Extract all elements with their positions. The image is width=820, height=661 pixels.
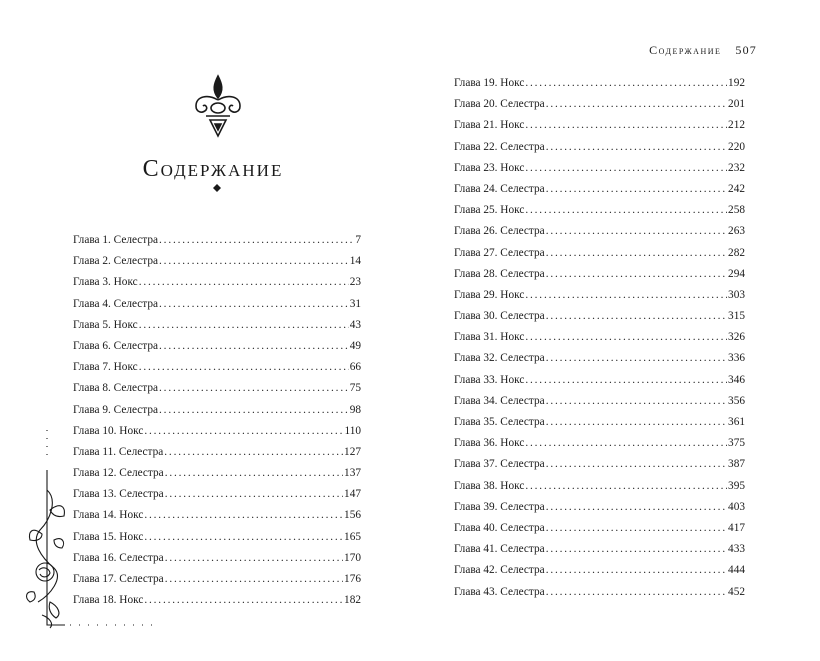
toc-entry-page: 361 <box>728 416 745 428</box>
dot-leader <box>525 433 727 454</box>
toc-entry <box>454 243 745 264</box>
dot-leader <box>159 336 349 357</box>
dot-leader <box>159 378 349 399</box>
toc-entry-page: 49 <box>349 339 361 352</box>
toc-entry-page: 294 <box>728 267 745 280</box>
toc-entry <box>454 327 745 348</box>
dot-leader <box>546 454 727 475</box>
toc-entry-label: Глава 36. Нокс <box>454 437 525 450</box>
dot-leader <box>546 94 727 115</box>
toc-entry-page: 315 <box>728 310 745 323</box>
toc-entry-label: Глава 35. Селестра <box>454 416 545 428</box>
running-head-title: Содержание <box>649 43 722 57</box>
toc-entry <box>454 115 745 136</box>
toc-entry-page: 43 <box>349 318 361 331</box>
toc-entry-label: Глава 26. Селестра <box>454 225 545 238</box>
toc-entry-label: Глава 42. Селестра <box>454 564 545 577</box>
toc-entry-label: Глава 12. Селестра <box>73 467 164 480</box>
dot-leader <box>546 560 727 581</box>
toc-entry <box>73 315 361 336</box>
dot-leader <box>546 137 727 158</box>
toc-entry-label: Глава 20. Селестра <box>454 98 545 111</box>
toc-entry-page: 66 <box>349 361 361 374</box>
toc-entry-label: Глава 5. Нокс <box>73 318 138 331</box>
toc-entry <box>454 137 745 158</box>
dot-leader <box>546 539 727 560</box>
toc-entry-label: Глава 17. Селестра <box>73 573 164 585</box>
toc-entry <box>454 454 745 475</box>
dot-leader <box>165 569 343 590</box>
toc-entry-label: Глава 27. Селестра <box>454 246 545 259</box>
toc-entry-page: 156 <box>344 509 361 522</box>
toc-entry-label: Глава 6. Селестра <box>73 339 159 352</box>
toc-entry <box>454 412 745 433</box>
toc-entry-page: 147 <box>344 488 361 501</box>
toc-entry <box>73 294 361 315</box>
toc-entry-page: 31 <box>349 297 361 310</box>
toc-entry-page: 346 <box>728 373 745 386</box>
toc-entry-label: Глава 33. Нокс <box>454 373 525 386</box>
dot-leader <box>525 73 727 94</box>
toc-entry-page: 375 <box>728 437 745 450</box>
toc-entry <box>454 518 745 539</box>
toc-entry-page: 444 <box>728 564 745 577</box>
toc-entry-label: Глава 10. Нокс <box>73 424 144 437</box>
toc-entry <box>454 391 745 412</box>
toc-entry-label: Глава 8. Селестра <box>73 382 159 395</box>
toc-entry-label: Глава 30. Селестра <box>454 310 545 323</box>
toc-entry-page: 303 <box>728 288 745 301</box>
toc-entry <box>73 400 361 421</box>
toc-entry <box>454 94 745 115</box>
toc-entry <box>73 272 361 293</box>
toc-entry-page: 182 <box>344 594 361 607</box>
toc-entry-page: 23 <box>349 276 361 289</box>
toc-entry-label: Глава 25. Нокс <box>454 204 525 217</box>
toc-entry <box>454 560 745 581</box>
toc-entry-label: Глава 2. Селестра <box>73 255 159 268</box>
toc-entry-label: Глава 14. Нокс <box>73 509 144 522</box>
toc-entry-label: Глава 11. Селестра <box>73 445 164 458</box>
toc-entry <box>454 306 745 327</box>
dot-leader <box>546 348 727 369</box>
toc-entry-page: 110 <box>344 424 361 437</box>
diamond-icon <box>213 184 221 192</box>
toc-entry-label: Глава 21. Нокс <box>454 119 525 132</box>
dot-leader <box>546 243 727 264</box>
toc-entry-page: 212 <box>728 119 745 132</box>
toc-entry-page: 165 <box>344 530 361 543</box>
toc-entry-page: 14 <box>349 255 361 268</box>
dot-leader <box>159 294 349 315</box>
toc-entry <box>454 348 745 369</box>
toc-entry-page: 192 <box>728 77 745 89</box>
toc-entry-label: Глава 7. Нокс <box>73 361 138 374</box>
toc-entry <box>454 433 745 454</box>
toc-entry-page: 403 <box>728 500 745 513</box>
toc-list-right <box>454 73 745 603</box>
toc-entry-page: 258 <box>728 204 745 217</box>
dot-leader <box>139 272 349 293</box>
dot-leader <box>165 548 343 569</box>
dot-leader <box>159 251 349 272</box>
toc-entry-page: 263 <box>728 225 745 238</box>
toc-entry <box>73 251 361 272</box>
dot-leader <box>525 327 727 348</box>
toc-entry-page: 452 <box>728 585 745 598</box>
toc-entry-label: Глава 19. Нокс <box>454 77 525 89</box>
toc-entry <box>454 582 745 603</box>
toc-entry <box>454 370 745 391</box>
toc-entry-page: 433 <box>728 543 745 556</box>
dot-leader <box>165 484 343 505</box>
toc-entry <box>73 336 361 357</box>
toc-entry-label: Глава 34. Селестра <box>454 394 545 407</box>
toc-entry <box>454 264 745 285</box>
dot-leader <box>546 412 727 433</box>
toc-entry-page: 137 <box>344 467 361 480</box>
toc-entry-label: Глава 31. Нокс <box>454 331 525 344</box>
toc-entry-page: 176 <box>344 573 361 585</box>
rose-vine-decoration-icon <box>20 430 160 630</box>
toc-entry-label: Глава 28. Селестра <box>454 267 545 280</box>
dot-leader <box>546 221 727 242</box>
toc-entry-page: 220 <box>728 140 745 153</box>
toc-entry-label: Глава 15. Нокс <box>73 530 144 543</box>
dot-leader <box>164 442 343 463</box>
dot-leader <box>525 370 727 391</box>
toc-entry <box>454 158 745 179</box>
dot-leader <box>525 200 727 221</box>
fleur-de-lis-ornament-icon <box>188 72 248 144</box>
toc-entry <box>454 285 745 306</box>
toc-entry-label: Глава 23. Нокс <box>454 161 525 174</box>
toc-entry-label: Глава 38. Нокс <box>454 479 525 492</box>
dot-leader <box>144 527 343 548</box>
toc-entry <box>454 73 745 94</box>
toc-entry-page: 170 <box>344 551 361 564</box>
toc-entry-page: 7 <box>355 234 361 246</box>
toc-entry-label: Глава 22. Селестра <box>454 140 545 153</box>
dot-leader <box>525 285 727 306</box>
toc-title: Содержание <box>142 156 284 182</box>
toc-entry-label: Глава 4. Селестра <box>73 297 159 310</box>
toc-entry-page: 201 <box>728 98 745 111</box>
dot-leader <box>546 497 727 518</box>
toc-entry-page: 75 <box>349 382 361 395</box>
running-head <box>649 43 757 58</box>
dot-leader <box>525 158 727 179</box>
toc-entry <box>73 378 361 399</box>
toc-entry-label: Глава 3. Нокс <box>73 276 138 289</box>
dot-leader <box>546 264 727 285</box>
dot-leader <box>144 421 343 442</box>
dot-leader <box>525 476 727 497</box>
toc-entry-page: 387 <box>728 458 745 471</box>
dot-leader <box>546 518 727 539</box>
toc-entry-page: 356 <box>728 394 745 407</box>
dot-leader <box>525 115 727 136</box>
dot-leader <box>139 357 349 378</box>
toc-entry <box>454 221 745 242</box>
dot-leader <box>139 315 349 336</box>
toc-entry-label: Глава 40. Селестра <box>454 521 545 534</box>
dot-leader <box>144 505 343 526</box>
toc-entry-label: Глава 39. Селестра <box>454 500 545 513</box>
dot-leader <box>546 582 727 603</box>
toc-entry <box>454 476 745 497</box>
toc-entry-label: Глава 9. Селестра <box>73 403 159 416</box>
toc-entry <box>454 539 745 560</box>
toc-entry-page: 127 <box>344 445 361 458</box>
dot-leader <box>546 391 727 412</box>
page-number: 507 <box>735 43 757 57</box>
toc-entry-label: Глава 13. Селестра <box>73 488 164 501</box>
toc-entry <box>454 179 745 200</box>
toc-entry-label: Глава 18. Нокс <box>73 594 144 607</box>
dot-leader <box>546 179 727 200</box>
dot-leader <box>165 463 343 484</box>
dot-leader <box>159 400 349 421</box>
dot-leader <box>546 306 727 327</box>
right-page <box>410 0 820 661</box>
toc-entry <box>454 200 745 221</box>
toc-entry <box>454 497 745 518</box>
toc-entry-page: 282 <box>728 246 745 259</box>
toc-entry <box>73 230 361 251</box>
toc-entry-page: 336 <box>728 352 745 365</box>
toc-entry-label: Глава 16. Селестра <box>73 551 164 564</box>
toc-entry-page: 232 <box>728 161 745 174</box>
dot-leader <box>144 590 343 611</box>
toc-entry-page: 395 <box>728 479 745 492</box>
toc-entry-label: Глава 1. Селестра <box>73 234 159 246</box>
toc-entry-page: 242 <box>728 182 745 195</box>
dot-leader <box>159 230 354 251</box>
toc-entry-label: Глава 24. Селестра <box>454 182 545 195</box>
toc-entry-page: 98 <box>349 403 361 416</box>
toc-entry-label: Глава 43. Селестра <box>454 585 545 598</box>
toc-entry-label: Глава 29. Нокс <box>454 288 525 301</box>
toc-entry-page: 326 <box>728 331 745 344</box>
toc-entry-label: Глава 32. Селестра <box>454 352 545 365</box>
toc-entry-page: 417 <box>728 521 745 534</box>
toc-entry <box>73 357 361 378</box>
toc-entry-label: Глава 41. Селестра <box>454 543 545 556</box>
toc-entry-label: Глава 37. Селестра <box>454 458 545 471</box>
